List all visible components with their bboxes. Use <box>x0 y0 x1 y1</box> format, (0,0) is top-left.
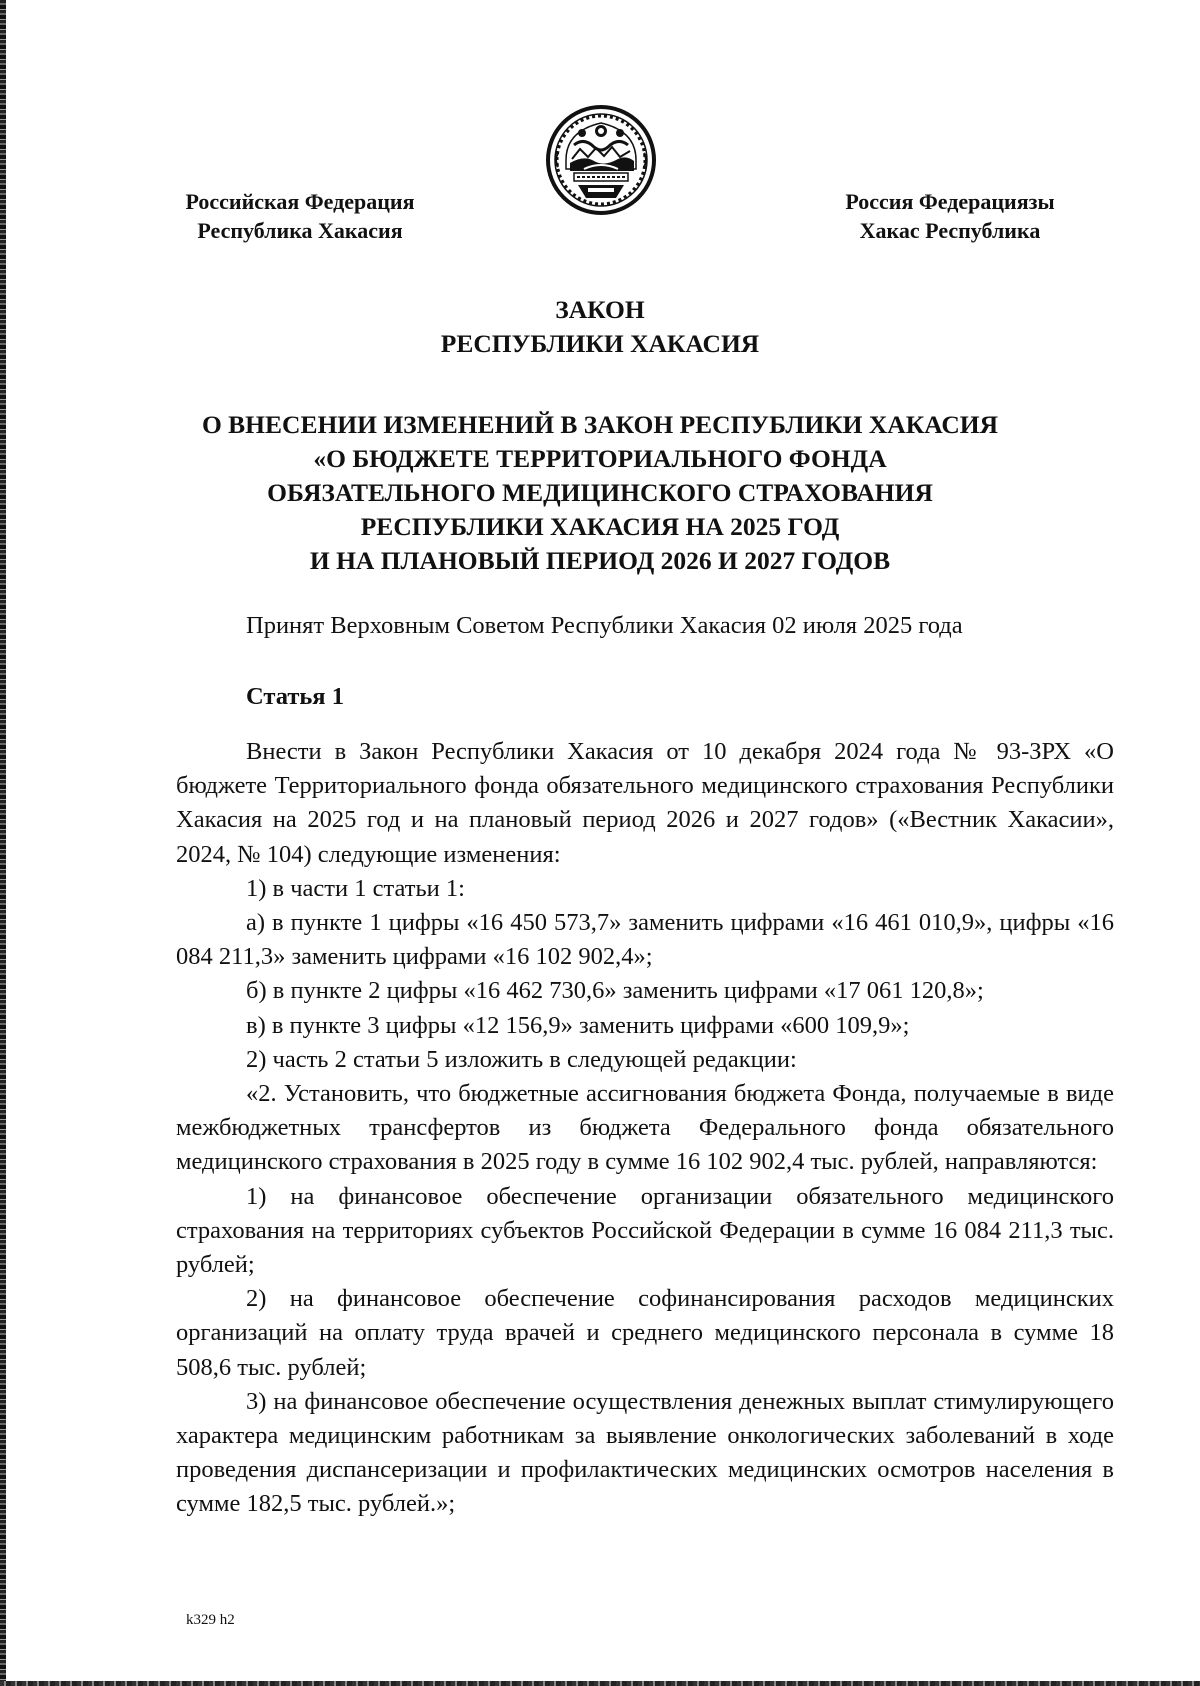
scan-edge-left <box>0 0 6 1686</box>
adoption-statement: Принят Верховным Советом Республики Хакасия 02 июля 2025 года <box>246 612 963 639</box>
paragraph-item-2: 2) часть 2 статьи 5 изложить в следующей редакции: <box>246 1045 797 1073</box>
paragraph-subitem-v: в) в пункте 3 цифры «12 156,9» заменить цифрами «600 109,9»; <box>246 1011 910 1039</box>
amendment-title-line-3: ОБЯЗАТЕЛЬНОГО МЕДИЦИНСКОГО СТРАХОВАНИЯ <box>267 478 933 507</box>
article-heading: Статья 1 <box>246 683 344 710</box>
header-right-line-1: Россия Федерациязы <box>845 189 1055 214</box>
paragraph-intro: Внести в Закон Республики Хакасия от 10 декабря 2024 года № 93-ЗРХ «О бюджете Территориального фонда обязательного медицинского страхования Республики Хакасия на 2025 год и на плановый период 2026 и 2027 годов» («Вестник Хакасии», 2024, № 104) следующие изменения: <box>176 738 1114 868</box>
law-title <box>150 293 1050 361</box>
amendment-title-line-5: И НА ПЛАНОВЫЙ ПЕРИОД 2026 И 2027 ГОДОВ <box>309 546 891 575</box>
header-right-block <box>825 187 1075 245</box>
paragraph-subitem-a: а) в пункте 1 цифры «16 450 573,7» заменить цифрами «16 461 010,9», цифры «16 084 211,3» заменить цифрами «16 102 902,4»; <box>176 909 1114 971</box>
amendment-title <box>150 408 1050 578</box>
coat-of-arms-emblem <box>544 103 658 217</box>
paragraph-subitem-b: б) в пункте 2 цифры «16 462 730,6» заменить цифрами «17 061 120,8»; <box>246 977 984 1005</box>
law-title-line-2: РЕСПУБЛИКИ ХАКАСИЯ <box>440 329 760 358</box>
paragraph-quote-point-1: 1) на финансовое обеспечение организации обязательного медицинского страхования на территориях субъектов Российской Федерации в сумме 16 084 211,3 тыс. рублей; <box>176 1182 1114 1279</box>
paragraph-quote-point-2: 2) на финансовое обеспечение софинансирования расходов медицинских организаций на оплату труда врачей и среднего медицинского персонала в сумме 18 508,6 тыс. рублей; <box>176 1285 1114 1381</box>
paragraph-item-1: 1) в части 1 статьи 1: <box>246 874 465 902</box>
header-right-line-2: Хакас Республика <box>859 218 1041 243</box>
amendment-title-line-4: РЕСПУБЛИКИ ХАКАСИЯ НА 2025 ГОД <box>360 512 840 541</box>
scan-edge-bottom <box>0 1681 1200 1686</box>
header-left-block <box>150 187 450 245</box>
header-left-line-1: Российская Федерация <box>185 189 415 214</box>
law-title-line-1: ЗАКОН <box>555 295 645 324</box>
paragraph-quote-2: «2. Установить, что бюджетные ассигнования бюджета Фонда, получаемые в виде межбюджетных трансфертов из бюджета Федерального фонда обязательного медицинского страхования в 2025 году в сумме 16 102 902,4 тыс. рублей, направляются: <box>176 1080 1114 1176</box>
footer-document-code: k329 h2 <box>186 1612 235 1628</box>
amendment-title-line-2: «О БЮДЖЕТЕ ТЕРРИТОРИАЛЬНОГО ФОНДА <box>313 444 887 473</box>
article-body <box>176 735 1114 1522</box>
header-left-line-2: Республика Хакасия <box>197 218 403 243</box>
paragraph-quote-point-3: 3) на финансовое обеспечение осуществления денежных выплат стимулирующего характера медицинским работникам за выявление онкологических заболеваний в ходе проведения диспансеризации и профилактических медицинских осмотров населения в сумме 182,5 тыс. рублей.»; <box>176 1387 1114 1518</box>
amendment-title-line-1: О ВНЕСЕНИИ ИЗМЕНЕНИЙ В ЗАКОН РЕСПУБЛИКИ ХАКАСИЯ <box>201 410 999 439</box>
